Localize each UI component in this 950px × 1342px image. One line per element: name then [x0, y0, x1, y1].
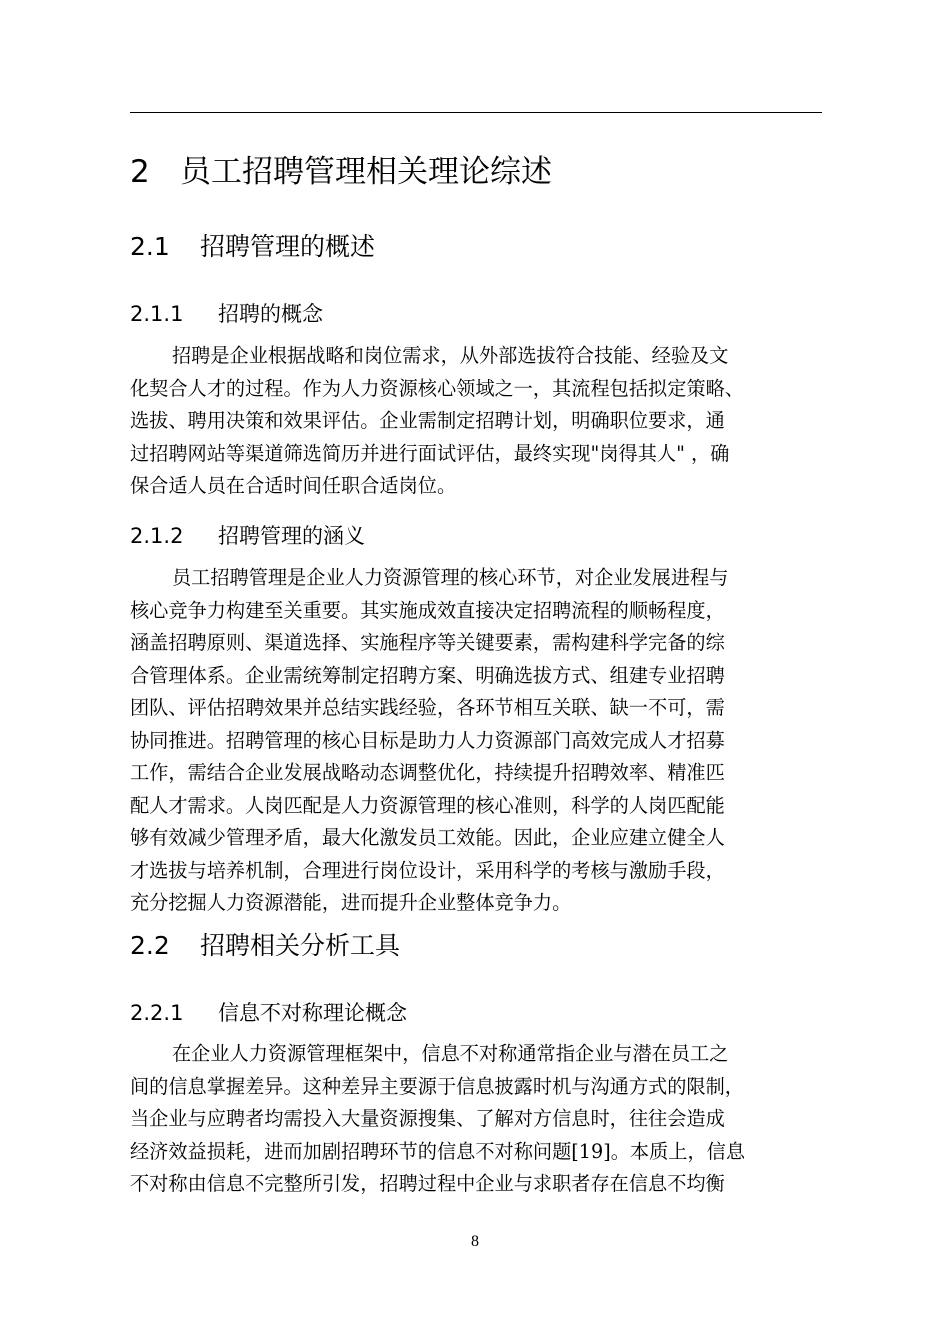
paragraph-line: 工作，需结合企业发展战略动态调整优化，持续提升招聘效率、精准匹	[130, 761, 725, 784]
section-title: 招聘管理的概述	[200, 232, 376, 261]
paragraph-line: 涵盖招聘原则、渠道选择、实施程序等关键要素，需构建科学完备的综	[130, 631, 725, 654]
paragraph-line: 够有效减少管理矛盾，最大化激发员工效能。因此，企业应建立健全人	[130, 826, 725, 849]
subsection-heading-2-2-1	[130, 998, 407, 1028]
paragraph-line: 核心竞争力构建至关重要。其实施成效直接决定招聘流程的顺畅程度，	[130, 598, 725, 622]
subsection-title: 招聘管理的涵义	[218, 524, 365, 548]
subsection-heading-2-1-2	[130, 521, 365, 551]
paragraph-line: 充分挖掘人力资源潜能，进而提升企业整体竞争力。	[130, 891, 572, 914]
paragraph-2-1-2	[130, 562, 822, 920]
paragraph-line: 不对称由信息不完整所引发，招聘过程中企业与求职者存在信息不均衡	[130, 1172, 725, 1195]
paragraph-line: 过招聘网站等渠道筛选简历并进行面试评估，最终实现"岗得其人" ，确	[130, 441, 730, 465]
paragraph-line: 招聘是企业根据战略和岗位需求，从外部选拔符合技能、经验及文	[172, 344, 729, 367]
paragraph-2-2-1	[130, 1038, 822, 1201]
subsection-title: 招聘的概念	[218, 302, 323, 326]
paragraph-line: 才选拔与培养机制，合理进行岗位设计，采用科学的考核与激励手段，	[130, 858, 725, 882]
subsection-number: 2.1.2	[130, 524, 184, 548]
subsection-number: 2.1.1	[130, 302, 184, 326]
subsection-title: 信息不对称理论概念	[218, 1001, 407, 1025]
paragraph-line: 协同推进。招聘管理的核心目标是助力人力资源部门高效完成人才招募	[130, 728, 725, 752]
chapter-title: 员工招聘管理相关理论综述	[180, 154, 552, 190]
paragraph-line: 当企业与应聘者均需投入大量资源搜集、了解对方信息时，往往会造成	[130, 1107, 725, 1130]
paragraph-line: 化契合人才的过程。作为人力资源核心领域之一，其流程包括拟定策略、	[130, 376, 744, 400]
paragraph-line: 间的信息掌握差异。这种差异主要源于信息披露时机与沟通方式的限制，	[130, 1074, 744, 1098]
section-heading-2-2	[130, 928, 400, 964]
paragraph-2-1-1	[130, 340, 822, 503]
section-title: 招聘相关分析工具	[200, 931, 401, 960]
chapter-heading	[130, 150, 552, 194]
paragraph-line: 保合适人员在合适时间任职合适岗位。	[130, 474, 457, 497]
paragraph-line: 选拔、聘用决策和效果评估。企业需制定招聘计划，明确职位要求，通	[130, 409, 725, 432]
section-number: 2.2	[130, 931, 170, 960]
paragraph-line: 经济效益损耗，进而加剧招聘环节的信息不对称问题[19]。本质上，信息	[130, 1139, 746, 1163]
paragraph-line: 合管理体系。企业需统筹制定招聘方案、明确选拔方式、组建专业招聘	[130, 663, 725, 687]
page-number: 8	[471, 1233, 479, 1250]
header-rule	[130, 112, 822, 113]
subsection-number: 2.2.1	[130, 1001, 184, 1025]
section-heading-2-1	[130, 229, 375, 265]
subsection-heading-2-1-1	[130, 299, 323, 329]
paragraph-line: 员工招聘管理是企业人力资源管理的核心环节，对企业发展进程与	[172, 566, 729, 589]
paragraph-line: 配人才需求。人岗匹配是人力资源管理的核心准则，科学的人岗匹配能	[130, 793, 725, 817]
paragraph-line: 团队、评估招聘效果并总结实践经验，各环节相互关联、缺一不可，需	[130, 696, 725, 719]
paragraph-line: 在企业人力资源管理框架中，信息不对称通常指企业与潜在员工之	[172, 1042, 729, 1065]
chapter-number: 2	[130, 154, 150, 190]
section-number: 2.1	[130, 232, 170, 261]
